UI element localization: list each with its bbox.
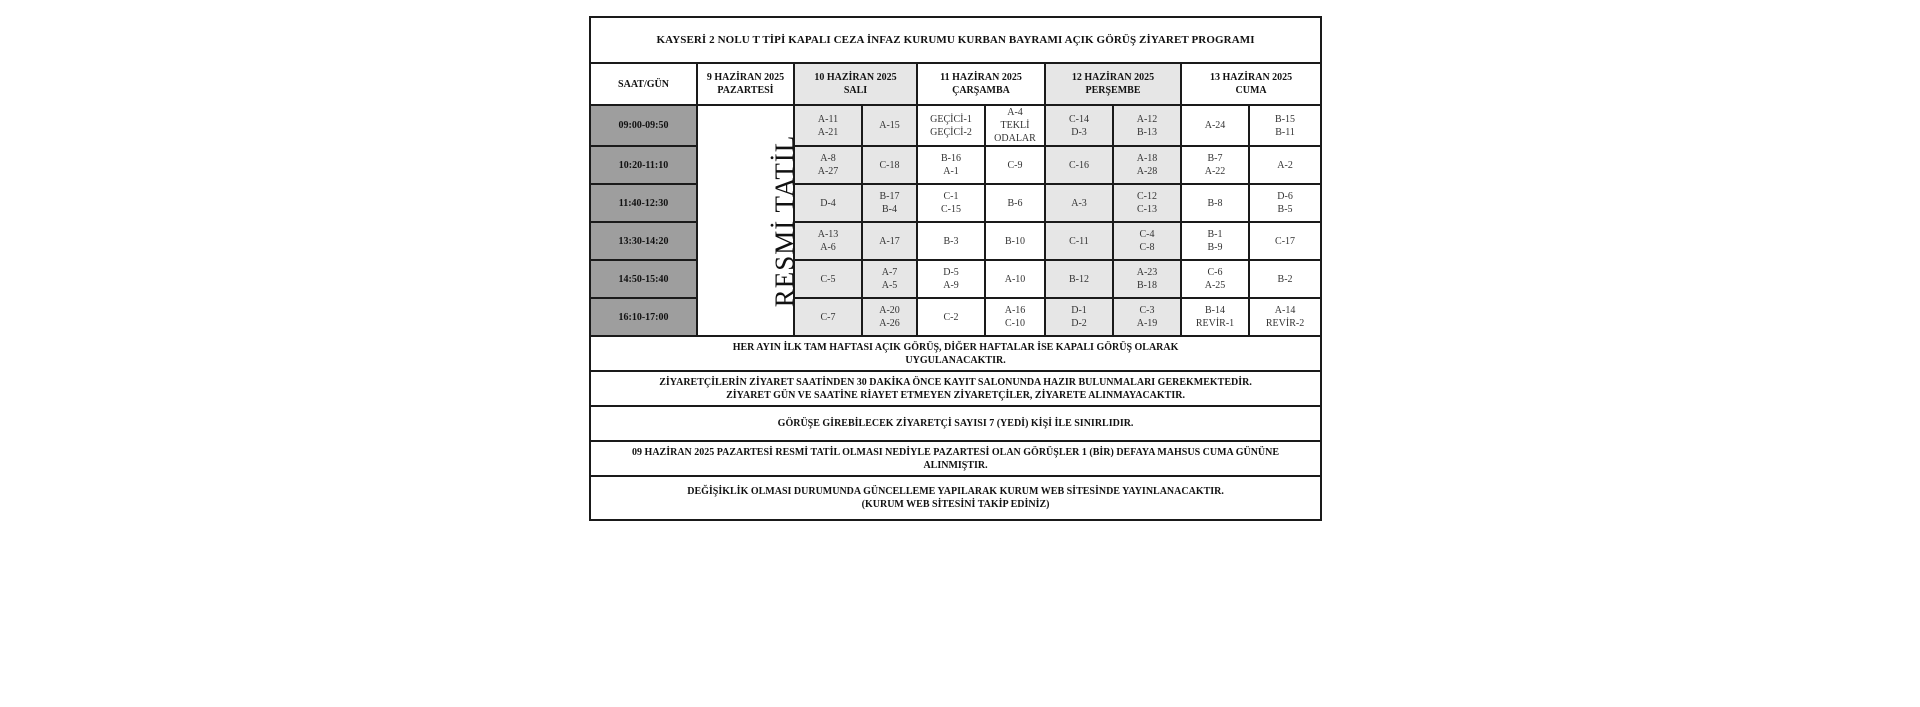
ward-cell: B-1 B-9	[1181, 222, 1249, 260]
ward-cell: B-14 REVİR-1	[1181, 298, 1249, 336]
ward-cell: B-12	[1045, 260, 1113, 298]
ward-cell: A-8 A-27	[794, 146, 862, 184]
holiday-cell	[697, 105, 800, 336]
ward-cell: A-15	[862, 105, 917, 146]
day-header-friday: 13 HAZİRAN 2025 CUMA	[1181, 63, 1321, 105]
ward-cell: C-12 C-13	[1113, 184, 1181, 222]
time-slot: 11:40-12:30	[590, 184, 697, 222]
note-website-updates: DEĞİŞİKLİK OLMASI DURUMUNDA GÜNCELLEME YAPILARAK KURUM WEB SİTESİNDE YAYINLANACAKTIR. (KURUM WEB SİTESİNİ TAKİP EDİNİZ)	[590, 476, 1321, 520]
day-header-monday: 9 HAZİRAN 2025 PAZARTESİ	[697, 63, 794, 105]
ward-cell: B-16 A-1	[917, 146, 985, 184]
day-header-wednesday: 11 HAZİRAN 2025 ÇARŞAMBA	[917, 63, 1045, 105]
ward-cell: B-15 B-11	[1249, 105, 1321, 146]
ward-cell: A-10	[985, 260, 1045, 298]
day-header-thursday: 12 HAZİRAN 2025 PERŞEMBE	[1045, 63, 1181, 105]
ward-cell: C-14 D-3	[1045, 105, 1113, 146]
ward-cell: C-6 A-25	[1181, 260, 1249, 298]
ward-cell: B-17 B-4	[862, 184, 917, 222]
note-open-visit-rule: HER AYIN İLK TAM HAFTASI AÇIK GÖRÜŞ, DİĞER HAFTALAR İSE KAPALI GÖRÜŞ OLARAK UYGULANACAKTIR.	[590, 336, 1321, 371]
ward-cell: A-7 A-5	[862, 260, 917, 298]
ward-cell: B-7 A-22	[1181, 146, 1249, 184]
ward-cell: A-20 A-26	[862, 298, 917, 336]
ward-cell: A-13 A-6	[794, 222, 862, 260]
ward-cell: C-11	[1045, 222, 1113, 260]
ward-cell: A-23 B-18	[1113, 260, 1181, 298]
ward-cell: GEÇİCİ-1 GEÇİCİ-2	[917, 105, 985, 146]
ward-cell: A-12 B-13	[1113, 105, 1181, 146]
corner-header: SAAT/GÜN	[590, 63, 697, 105]
ward-cell: B-6	[985, 184, 1045, 222]
ward-cell: A-14 REVİR-2	[1249, 298, 1321, 336]
ward-cell: C-5	[794, 260, 862, 298]
ward-cell: C-2	[917, 298, 985, 336]
ward-cell: B-8	[1181, 184, 1249, 222]
note-visitor-limit: GÖRÜŞE GİREBİLECEK ZİYARETÇİ SAYISI 7 (YEDİ) KİŞİ İLE SINIRLIDIR.	[590, 406, 1321, 441]
ward-cell: C-16	[1045, 146, 1113, 184]
time-slot: 16:10-17:00	[590, 298, 697, 336]
visit-schedule-document	[589, 16, 1320, 521]
ward-cell: A-3	[1045, 184, 1113, 222]
time-slot: 13:30-14:20	[590, 222, 697, 260]
holiday-label: RESMİ TATİL	[769, 134, 800, 307]
day-header-tuesday: 10 HAZİRAN 2025 SALI	[794, 63, 917, 105]
ward-cell: C-17	[1249, 222, 1321, 260]
note-arrival-rule: ZİYARETÇİLERİN ZİYARET SAATİNDEN 30 DAKİKA ÖNCE KAYIT SALONUNDA HAZIR BULUNMALARI GEREKMEKTEDİR. ZİYARET GÜN VE SAATİNE RİAYET ETMEYEN ZİYARETÇİLER, ZİYARETE ALINMAYACAKTIR.	[590, 371, 1321, 406]
ward-cell: D-5 A-9	[917, 260, 985, 298]
ward-cell: A-16 C-10	[985, 298, 1045, 336]
ward-cell: C-7	[794, 298, 862, 336]
ward-cell: A-11 A-21	[794, 105, 862, 146]
ward-cell: A-17	[862, 222, 917, 260]
time-slot: 10:20-11:10	[590, 146, 697, 184]
ward-cell: D-4	[794, 184, 862, 222]
ward-cell: C-4 C-8	[1113, 222, 1181, 260]
time-slot-row	[590, 105, 1321, 146]
schedule-table	[589, 16, 1322, 521]
ward-cell: A-4 TEKLİ ODALAR	[985, 105, 1045, 146]
schedule-title: KAYSERİ 2 NOLU T TİPİ KAPALI CEZA İNFAZ KURUMU KURBAN BAYRAMI AÇIK GÖRÜŞ ZİYARET PROGRAMI	[590, 17, 1321, 63]
ward-cell: C-3 A-19	[1113, 298, 1181, 336]
ward-cell: C-1 C-15	[917, 184, 985, 222]
ward-cell: D-1 D-2	[1045, 298, 1113, 336]
ward-cell: B-10	[985, 222, 1045, 260]
note-holiday-shift: 09 HAZİRAN 2025 PAZARTESİ RESMİ TATİL OLMASI NEDİYLE PAZARTESİ OLAN GÖRÜŞLER 1 (BİR) DEFAYA MAHSUS CUMA GÜNÜNE ALINMIŞTIR.	[590, 441, 1321, 476]
ward-cell: C-18	[862, 146, 917, 184]
ward-cell: A-24	[1181, 105, 1249, 146]
ward-cell: D-6 B-5	[1249, 184, 1321, 222]
ward-cell: C-9	[985, 146, 1045, 184]
ward-cell: B-2	[1249, 260, 1321, 298]
time-slot: 09:00-09:50	[590, 105, 697, 146]
time-slot: 14:50-15:40	[590, 260, 697, 298]
ward-cell: A-2	[1249, 146, 1321, 184]
ward-cell: A-18 A-28	[1113, 146, 1181, 184]
ward-cell: B-3	[917, 222, 985, 260]
